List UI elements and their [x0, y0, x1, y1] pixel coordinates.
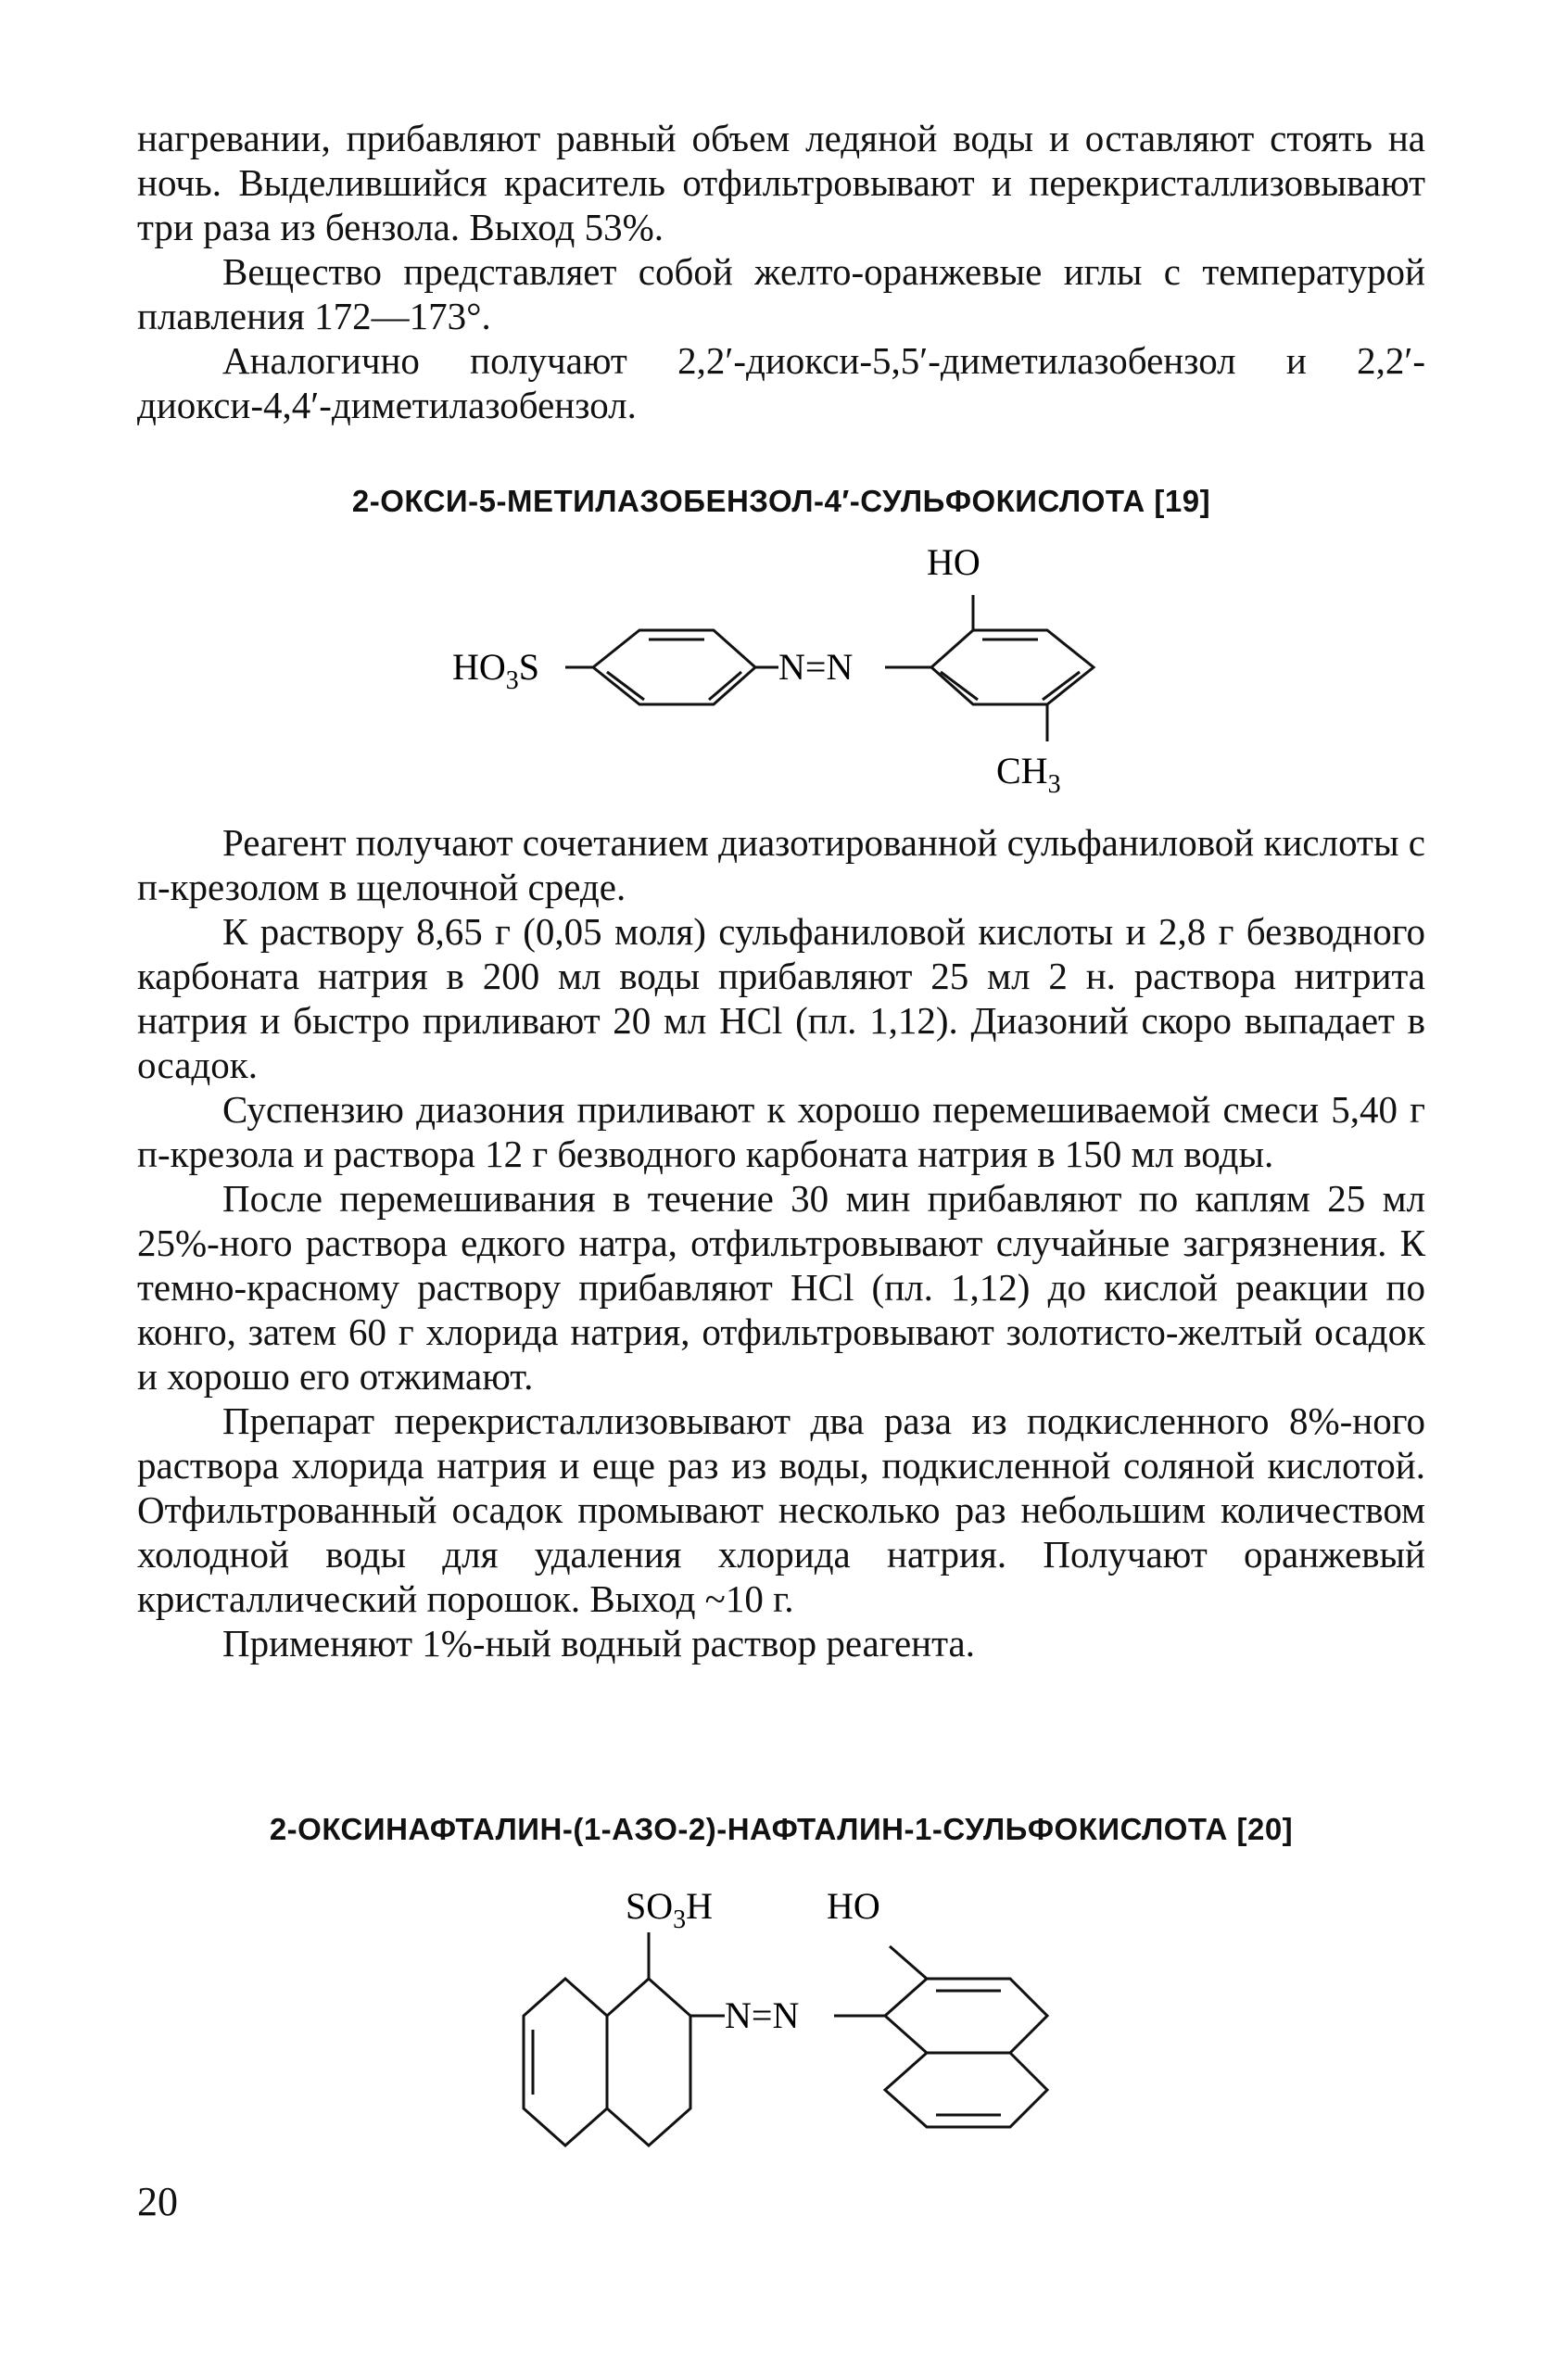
naphthalene-left	[524, 1932, 725, 2146]
formula-group-ho: HO	[927, 541, 980, 583]
structural-formula-1	[0, 538, 1556, 806]
section1-text	[137, 820, 1425, 1665]
paragraph: Применяют 1%-ный водный раствор реагента.	[222, 1622, 975, 1665]
azo-group: N=N	[778, 646, 854, 688]
benzene-ring-2	[885, 595, 1094, 741]
formula-group-ch3: $CH_3$	[996, 750, 1061, 799]
paragraph: Вещество представляет собой желто-оранжевые иглы с температурой плавления 172—173°.	[137, 250, 1425, 337]
formula-group-ho3s: $HO_3S$	[452, 646, 540, 695]
paragraph: Препарат перекристаллизовывают два раза из подкисленного 8%-ного раствора хлорида натрия и еще раз из воды, подкисленной соляной кислотой. Отфильтрованный осадок промывают несколько раз небольшим количеством холодной воды для удаления хлорида натрия. Получают оранжевый кристаллический порошок. Выход ~10 г.	[137, 1399, 1425, 1620]
paragraph: К раствору 8,65 г (0,05 моля) сульфаниловой кислоты и 2,8 г безводного карбоната натрия в 200 мл воды прибавляют 25 мл 2 н. раствора нитрита натрия и быстро приливают 20 мл HCl (пл. 1,12). Диазоний скоро выпадает в осадок.	[137, 910, 1425, 1086]
naphthalene-right	[834, 1946, 1047, 2127]
section-heading-1: 2-ОКСИ-5-МЕТИЛАЗОБЕНЗОЛ-4′-СУЛЬФОКИСЛОТА [19]	[351, 484, 1211, 518]
section-heading-2: 2-ОКСИНАФТАЛИН-(1-АЗО-2)-НАФТАЛИН-1-СУЛЬФОКИСЛОТА [20]	[269, 1812, 1294, 1846]
formula-group-ho: HO	[827, 1885, 880, 1927]
paragraph: После перемешивания в течение 30 мин прибавляют по каплям 25 мл 25%-ного раствора едкого натра, отфильтровывают случайные загрязнения. К темно-красному раствору прибавляют HCl (пл. 1,12) до кислой реакции по конго, затем 60 г хлорида натрия, отфильтровывают золотисто-желтый осадок и хорошо его отжимают.	[137, 1177, 1425, 1398]
paragraph: нагревании, прибавляют равный объем ледяной воды и оставляют стоять на ночь. Выделившийся краситель отфильтровывают и перекристаллизовывают три раза из бензола. Выход 53%.	[137, 117, 1425, 248]
intro-text	[137, 116, 1425, 427]
page-number: 20	[137, 2179, 178, 2224]
structural-formula-2	[0, 1872, 1556, 2178]
paragraph: Аналогично получают 2,2′-диокси-5,5′-диметилазобензол и 2,2′-диокси-4,4′-диметилазобензол.	[137, 339, 1425, 426]
benzene-ring-1	[565, 630, 778, 704]
formula-group-so3h: $SO_3H$	[626, 1885, 714, 1934]
azo-group: N=N	[725, 1994, 800, 2036]
paragraph: Суспензию диазония приливают к хорошо перемешиваемой смеси 5,40 г п-крезола и раствора 12 г безводного карбоната натрия в 150 мл воды.	[137, 1088, 1425, 1175]
paragraph: Реагент получают сочетанием диазотированной сульфаниловой кислоты с п-крезолом в щелочной среде.	[137, 821, 1425, 908]
